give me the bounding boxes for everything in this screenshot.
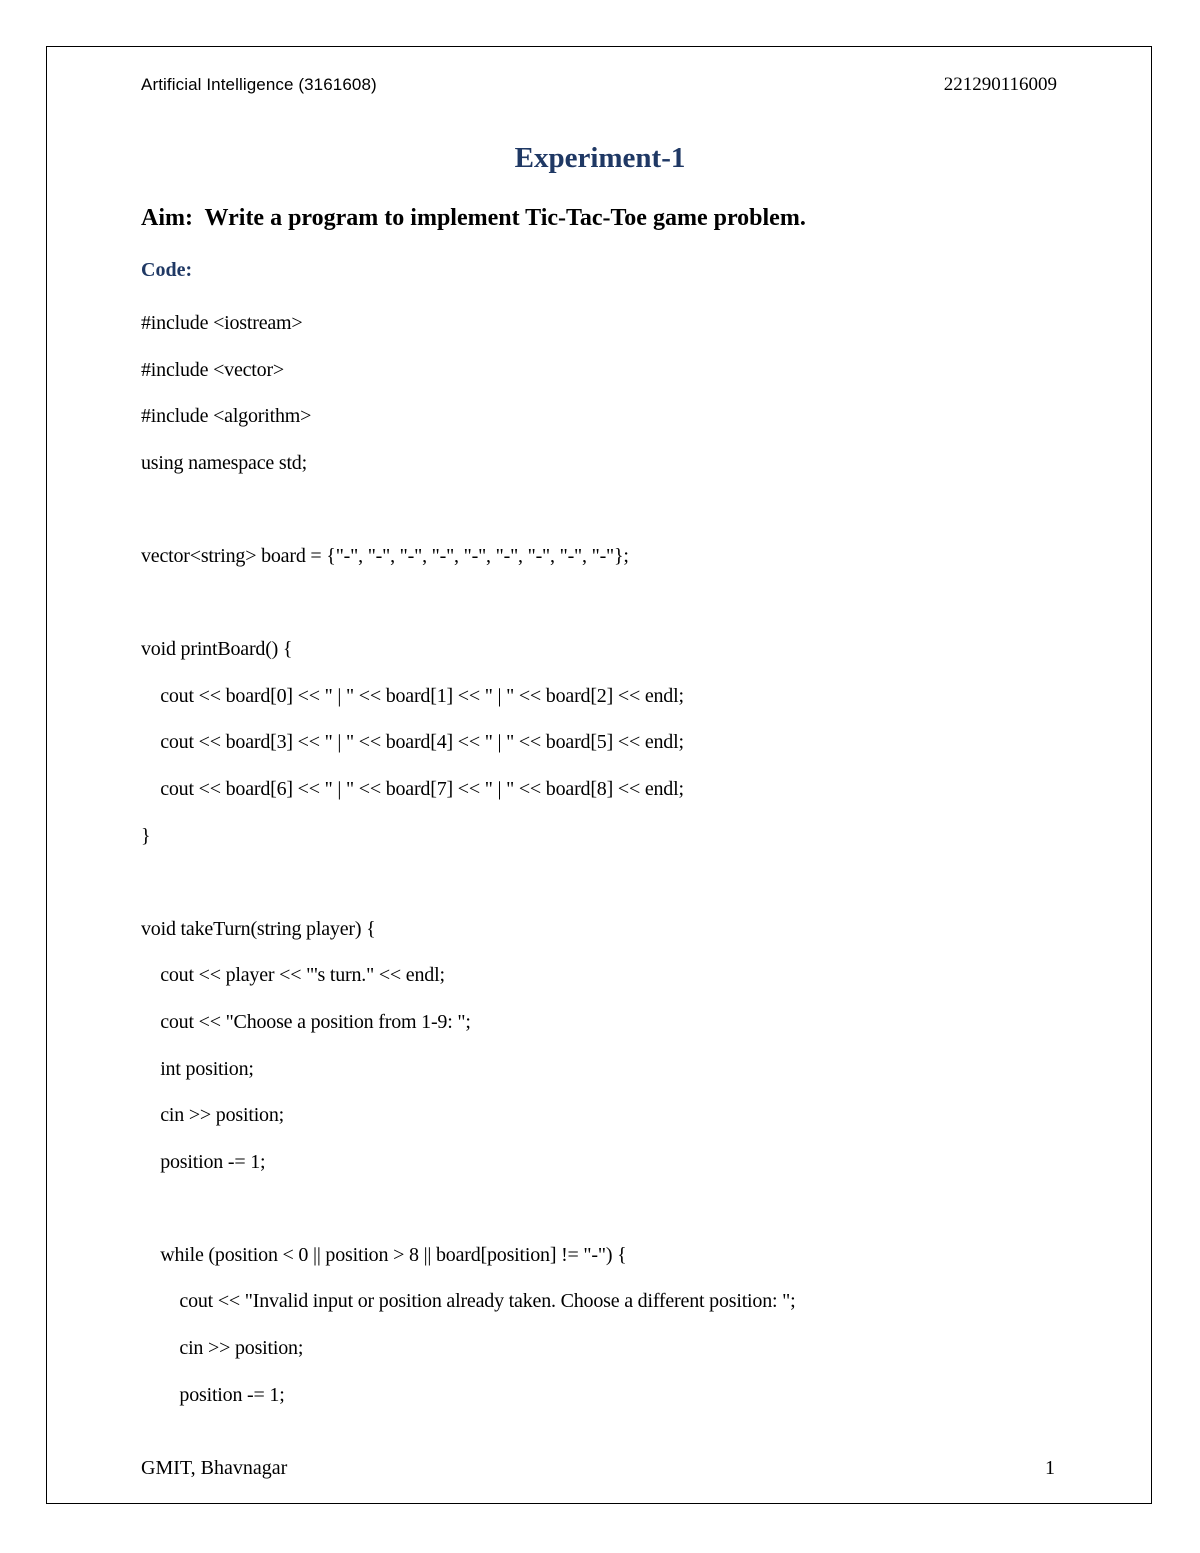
course-header: Artificial Intelligence (3161608) [141, 75, 377, 94]
code-line: } [141, 824, 151, 847]
code-line: cout << player << "'s turn." << endl; [141, 964, 445, 987]
code-line: cout << board[6] << " | " << board[7] << " | " << board[8] << endl; [141, 777, 684, 800]
code-line: vector<string> board = {"-", "-", "-", "-", "-", "-", "-", "-", "-"}; [141, 544, 629, 567]
code-line: int position; [141, 1057, 254, 1080]
code-block [141, 307, 1101, 1425]
code-heading: Code: [141, 259, 193, 281]
code-line: void takeTurn(string player) { [141, 917, 376, 940]
code-line [141, 493, 1101, 540]
experiment-title: Experiment-1 [514, 142, 686, 174]
code-line: cin >> position; [141, 1337, 304, 1360]
code-line: cin >> position; [141, 1104, 285, 1127]
code-line: cout << "Invalid input or position already taken. Choose a different position: "; [141, 1290, 796, 1313]
code-line: cout << board[0] << " | " << board[1] << " | " << board[2] << endl; [141, 684, 684, 707]
code-line: cout << "Choose a position from 1-9: "; [141, 1010, 471, 1033]
code-line: position -= 1; [141, 1383, 285, 1406]
code-line: #include <iostream> [141, 312, 303, 334]
aim-statement: Aim: Write a program to implement Tic-Tac-Toe game problem. [141, 205, 806, 231]
code-line: #include <algorithm> [141, 405, 312, 428]
code-line: cout << board[3] << " | " << board[4] << " | " << board[5] << endl; [141, 731, 684, 754]
code-line: #include <vector> [141, 358, 284, 381]
code-line: using namespace std; [141, 451, 307, 474]
footer-institute: GMIT, Bhavnagar [141, 1457, 288, 1479]
code-line: while (position < 0 || position > 8 || board[position] != "-") { [141, 1243, 627, 1266]
code-line: void printBoard() { [141, 638, 293, 661]
page-number: 1 [1045, 1457, 1055, 1479]
code-line [141, 1192, 1101, 1239]
code-line [141, 866, 1101, 913]
code-line [141, 587, 1101, 634]
enrollment-number: 221290116009 [943, 74, 1057, 95]
code-line: position -= 1; [141, 1150, 266, 1173]
